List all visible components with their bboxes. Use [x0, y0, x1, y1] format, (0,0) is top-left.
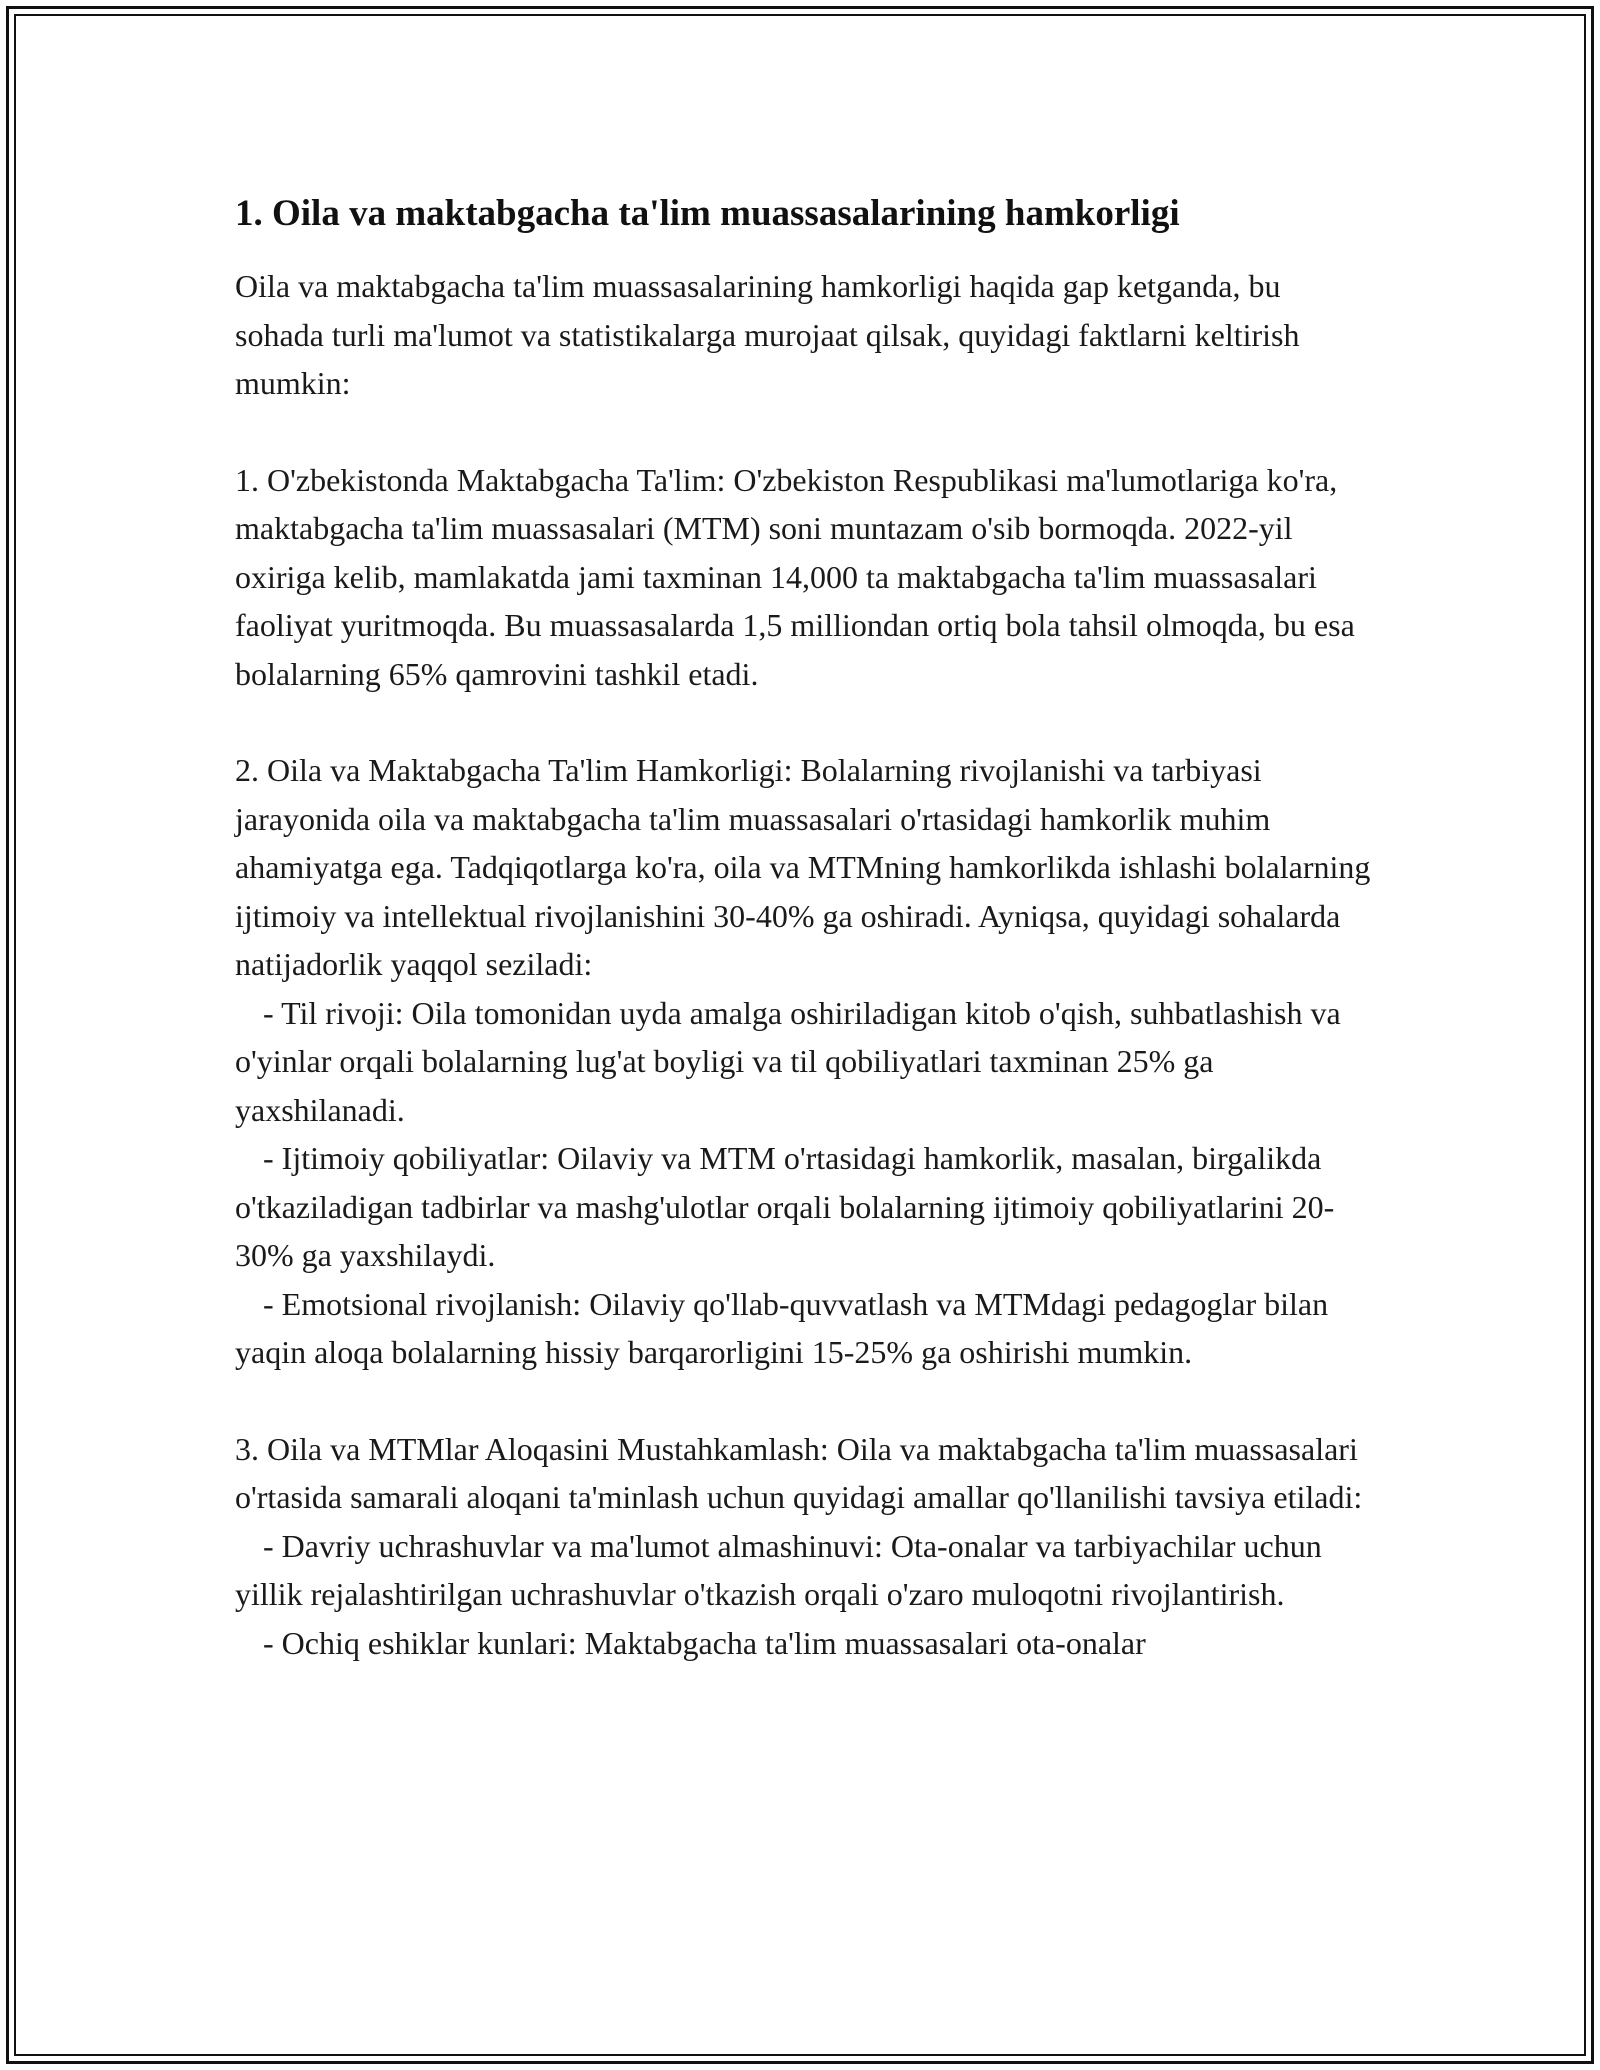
section-2-paragraph: 2. Oila va Maktabgacha Ta'lim Hamkorligi: Bolalarning rivojlanishi va tarbiyasi jarayonida oila va maktabgacha ta'lim muassasalari o'rtasidagi hamkorlik muhim ahamiyatga ega. Tadqiqotlarga ko'ra, oila va MTMning hamkorlikda ishlashi bolalarning ijtimoiy va intellektual rivojlanishini 30-40% ga oshiradi. Ayniqsa, quyidagi sohalarda natijadorlik yaqqol seziladi:: [235, 752, 1371, 982]
bullet-text: - Til rivoji: Oila tomonidan uyda amalga oshiriladigan kitob o'qish, suhbatlashish va o'yinlar orqali bolalarning lug'at boyligi va til qobiliyatlari taxminan 25% ga yaxshilanadi.: [235, 994, 1341, 1128]
section-3-paragraph: 3. Oila va MTMlar Aloqasini Mustahkamlash: Oila va maktabgacha ta'lim muassasalari o'rtasida samarali aloqani ta'minlash uchun quyidagi amallar qo'llanilishi tavsiya etiladi:: [235, 1430, 1363, 1515]
document-body: [235, 188, 1375, 1667]
section-3-bullet-ochiq-eshiklar: [235, 1619, 1375, 1668]
section-3-bullet-uchrashuvlar: [235, 1522, 1375, 1619]
section-2-bullet-til-rivoji: [235, 989, 1375, 1135]
section-heading: 1. Oila va maktabgacha ta'lim muassasalarining hamkorligi: [235, 193, 1180, 234]
section-2-bullet-ijtimoiy: [235, 1134, 1375, 1280]
bullet-text: - Emotsional rivojlanish: Oilaviy qo'llab-quvvatlash va MTMdagi pedagoglar bilan yaqin aloqa bolalarning hissiy barqarorligini 15-25% ga oshirishi mumkin.: [235, 1285, 1329, 1370]
bullet-text: - Ijtimoiy qobiliyatlar: Oilaviy va MTM o'rtasidagi hamkorlik, masalan, birgalikda o'tkaziladigan tadbirlar va mashg'ulotlar orqali bolalarning ijtimoiy qobiliyatlarini 20-30% ga yaxshilaydi.: [235, 1140, 1335, 1273]
section-2: [235, 746, 1375, 1377]
bullet-text: - Davriy uchrashuvlar va ma'lumot almashinuvi: Ota-onalar va tarbiyachilar uchun yillik rejalashtirilgan uchrashuvlar o'tkazish orqali o'zaro muloqotni rivojlantirish.: [235, 1527, 1322, 1612]
section-2-bullet-emotsional: [235, 1280, 1375, 1377]
section-1-paragraph: 1. O'zbekistonda Maktabgacha Ta'lim: O'zbekiston Respublikasi ma'lumotlariga ko'ra, maktabgacha ta'lim muassasalari (MTM) soni muntazam o'sib bormoqda. 2022-yil oxiriga kelib, mamlakatda jami taxminan 14,000 ta maktabgacha ta'lim muassasalari faoliyat yuritmoqda. Bu muassasalarda 1,5 milliondan ortiq bola tahsil olmoqda, bu esa bolalarning 65% qamrovini tashkil etadi.: [235, 461, 1355, 692]
section-3: [235, 1425, 1375, 1668]
bullet-text: - Ochiq eshiklar kunlari: Maktabgacha ta'lim muassasalari ota-onalar: [263, 1624, 1146, 1661]
intro-paragraph: Oila va maktabgacha ta'lim muassasalarining hamkorligi haqida gap ketganda, bu sohada turli ma'lumot va statistikalarga murojaat qilsak, quyidagi faktlarni keltirish mumkin:: [235, 268, 1300, 401]
